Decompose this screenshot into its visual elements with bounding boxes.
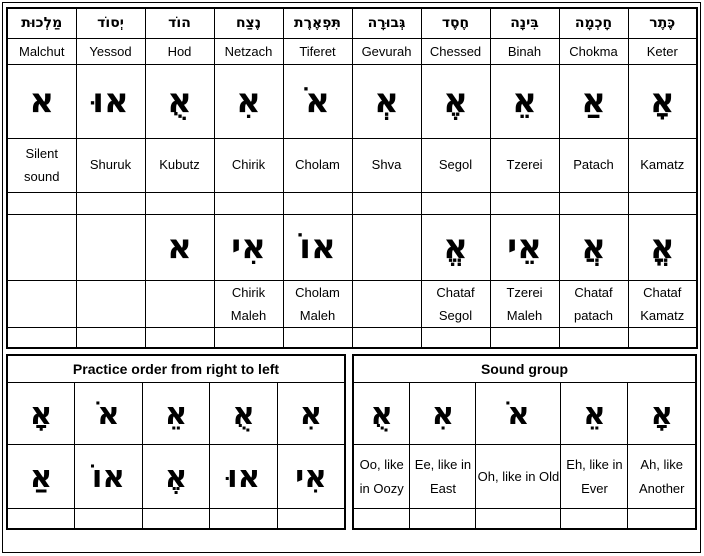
practice-row-1 bbox=[7, 383, 345, 445]
vowel-name-row-1 bbox=[7, 138, 697, 192]
aleph-plain: א bbox=[145, 214, 214, 280]
sound-desc-ee: Ee, like in East bbox=[410, 445, 476, 509]
hebrew-header-gevurah: גְּבוּרָה bbox=[352, 8, 421, 38]
hebrew-header-keter: כֶּתֶר bbox=[628, 8, 697, 38]
empty-cell bbox=[277, 509, 345, 529]
vowel-name-cell: Tzerei bbox=[490, 138, 559, 192]
vowel-name-cell: Chataf Kamatz bbox=[628, 280, 697, 328]
vowel-name-cell: Cholam bbox=[283, 138, 352, 192]
vowel-chart-table bbox=[6, 7, 698, 349]
english-header-cell: Malchut bbox=[7, 38, 76, 64]
empty-cell bbox=[7, 280, 76, 328]
empty-cell bbox=[421, 192, 490, 214]
empty-cell bbox=[214, 328, 283, 348]
sound-group-title: Sound group bbox=[353, 355, 696, 383]
empty-cell bbox=[283, 328, 352, 348]
english-header-cell: Hod bbox=[145, 38, 214, 64]
aleph-chataf-segol: אֱ bbox=[421, 214, 490, 280]
vowel-name-cell: Chirik bbox=[214, 138, 283, 192]
aleph-cholam: אֹ bbox=[283, 64, 352, 138]
empty-cell bbox=[559, 192, 628, 214]
empty-cell bbox=[142, 509, 210, 529]
aleph-tzerei: אֵ bbox=[490, 64, 559, 138]
empty-cell bbox=[628, 192, 697, 214]
spacer-row bbox=[7, 509, 345, 529]
practice-aleph-patach: אַ bbox=[7, 445, 75, 509]
empty-cell bbox=[628, 509, 696, 529]
english-header-cell: Yessod bbox=[76, 38, 145, 64]
sound-desc-oo: Oo, like in Oozy bbox=[353, 445, 410, 509]
empty-cell bbox=[352, 280, 421, 328]
practice-aleph-tzerei: אֵ bbox=[142, 383, 210, 445]
empty-cell bbox=[7, 509, 75, 529]
empty-cell bbox=[561, 509, 628, 529]
vowel-name-cell: Chataf Segol bbox=[421, 280, 490, 328]
vowel-name-cell: Silent sound bbox=[7, 138, 76, 192]
hebrew-header-binah: בִּינָה bbox=[490, 8, 559, 38]
hebrew-header-yessod: יְסוֹד bbox=[76, 8, 145, 38]
practice-order-table bbox=[6, 354, 346, 530]
vowel-name-cell: Chirik Maleh bbox=[214, 280, 283, 328]
empty-cell bbox=[75, 509, 143, 529]
page-frame bbox=[2, 2, 701, 553]
practice-aleph-cholam-maleh: אוֹ bbox=[75, 445, 143, 509]
english-header-cell: Chokma bbox=[559, 38, 628, 64]
vowel-name-cell: Segol bbox=[421, 138, 490, 192]
practice-title-row bbox=[7, 355, 345, 383]
empty-cell bbox=[210, 509, 278, 529]
empty-cell bbox=[421, 328, 490, 348]
english-header-cell: Chessed bbox=[421, 38, 490, 64]
sound-aleph-tzerei: אֵ bbox=[561, 383, 628, 445]
empty-cell bbox=[490, 192, 559, 214]
practice-row-2 bbox=[7, 445, 345, 509]
aleph-kamatz: אָ bbox=[628, 64, 697, 138]
empty-cell bbox=[490, 328, 559, 348]
empty-cell bbox=[214, 192, 283, 214]
sound-aleph-kamatz: אָ bbox=[628, 383, 696, 445]
aleph-patach: אַ bbox=[559, 64, 628, 138]
aleph-chataf-kamatz: אֳ bbox=[628, 214, 697, 280]
hebrew-header-netzach: נֶצַח bbox=[214, 8, 283, 38]
english-header-cell: Binah bbox=[490, 38, 559, 64]
sound-aleph-kubutz: אֻ bbox=[353, 383, 410, 445]
vowel-letter-row-1 bbox=[7, 64, 697, 138]
practice-aleph-cholam: אֹ bbox=[75, 383, 143, 445]
empty-cell bbox=[145, 328, 214, 348]
empty-cell bbox=[145, 280, 214, 328]
sound-aleph-chirik: אִ bbox=[410, 383, 476, 445]
empty-cell bbox=[76, 280, 145, 328]
vowel-name-cell: Tzerei Maleh bbox=[490, 280, 559, 328]
empty-cell bbox=[145, 192, 214, 214]
vowel-name-row-2 bbox=[7, 280, 697, 328]
empty-cell bbox=[352, 328, 421, 348]
english-header-cell: Netzach bbox=[214, 38, 283, 64]
vowel-name-cell: Chataf patach bbox=[559, 280, 628, 328]
vowel-name-cell: Kubutz bbox=[145, 138, 214, 192]
vowel-name-cell: Cholam Maleh bbox=[283, 280, 352, 328]
sound-description-row bbox=[353, 445, 696, 509]
vowel-name-cell: Kamatz bbox=[628, 138, 697, 192]
english-header-cell: Gevurah bbox=[352, 38, 421, 64]
empty-cell bbox=[352, 214, 421, 280]
hebrew-header-chokma: חָכְמָה bbox=[559, 8, 628, 38]
empty-cell bbox=[7, 214, 76, 280]
hebrew-header-chessed: חֶסֶד bbox=[421, 8, 490, 38]
empty-cell bbox=[7, 328, 76, 348]
sound-title-row bbox=[353, 355, 696, 383]
english-header-cell: Keter bbox=[628, 38, 697, 64]
aleph-shva: אְ bbox=[352, 64, 421, 138]
empty-cell bbox=[76, 192, 145, 214]
empty-cell bbox=[410, 509, 476, 529]
empty-cell bbox=[559, 328, 628, 348]
sound-aleph-cholam: אֹ bbox=[476, 383, 561, 445]
sound-group-table bbox=[352, 354, 697, 530]
hebrew-header-row bbox=[7, 8, 697, 38]
aleph-chirik: אִ bbox=[214, 64, 283, 138]
bottom-section bbox=[6, 354, 697, 530]
spacer-row bbox=[353, 509, 696, 529]
empty-cell bbox=[283, 192, 352, 214]
practice-aleph-chirik-maleh: אִי bbox=[277, 445, 345, 509]
spacer-row bbox=[7, 192, 697, 214]
aleph-segol: אֶ bbox=[421, 64, 490, 138]
vowel-name-cell: Shuruk bbox=[76, 138, 145, 192]
sound-desc-ah: Ah, like Another bbox=[628, 445, 696, 509]
practice-title: Practice order from right to left bbox=[7, 355, 345, 383]
aleph-chataf-patach: אֲ bbox=[559, 214, 628, 280]
empty-cell bbox=[476, 509, 561, 529]
vowel-letter-row-2 bbox=[7, 214, 697, 280]
aleph-kubutz: אֻ bbox=[145, 64, 214, 138]
english-header-row bbox=[7, 38, 697, 64]
practice-aleph-kubutz: אֻ bbox=[210, 383, 278, 445]
aleph-shuruk: אוּ bbox=[76, 64, 145, 138]
empty-cell bbox=[7, 192, 76, 214]
spacer-row bbox=[7, 328, 697, 348]
sound-desc-eh: Eh, like in Ever bbox=[561, 445, 628, 509]
practice-aleph-shuruk: אוּ bbox=[210, 445, 278, 509]
empty-cell bbox=[628, 328, 697, 348]
sound-letter-row bbox=[353, 383, 696, 445]
empty-cell bbox=[352, 192, 421, 214]
empty-cell bbox=[353, 509, 410, 529]
vowel-name-cell: Patach bbox=[559, 138, 628, 192]
hebrew-header-malchut: מַלְכוּת bbox=[7, 8, 76, 38]
practice-aleph-kamatz: אָ bbox=[7, 383, 75, 445]
english-header-cell: Tiferet bbox=[283, 38, 352, 64]
practice-aleph-segol: אֶ bbox=[142, 445, 210, 509]
aleph-silent: א bbox=[7, 64, 76, 138]
aleph-tzerei-maleh: אֵי bbox=[490, 214, 559, 280]
vowel-name-cell: Shva bbox=[352, 138, 421, 192]
aleph-cholam-maleh: אוֹ bbox=[283, 214, 352, 280]
empty-cell bbox=[76, 214, 145, 280]
empty-cell bbox=[76, 328, 145, 348]
hebrew-header-tiferet: תִּפְאֶרֶת bbox=[283, 8, 352, 38]
aleph-chirik-maleh: אִי bbox=[214, 214, 283, 280]
practice-aleph-chirik: אִ bbox=[277, 383, 345, 445]
hebrew-header-hod: הוֹד bbox=[145, 8, 214, 38]
sound-desc-oh: Oh, like in Old bbox=[476, 445, 561, 509]
